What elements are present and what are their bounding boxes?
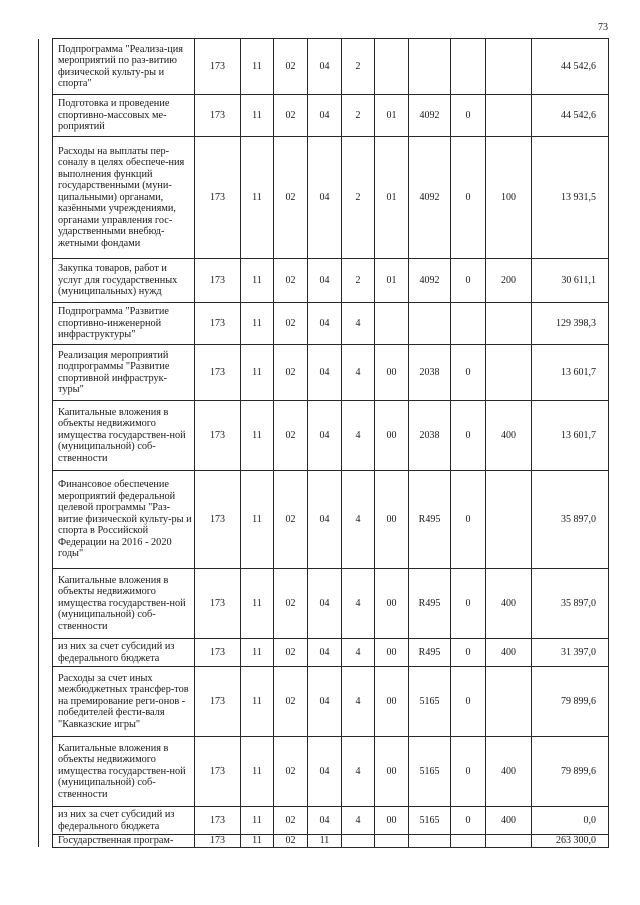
code-cell-c7: 5165 — [409, 737, 451, 807]
code-cell-c1: 173 — [195, 303, 241, 345]
code-cell-c4: 04 — [308, 807, 342, 835]
code-cell-c8: 0 — [451, 807, 486, 835]
code-cell-c8: 0 — [451, 345, 486, 401]
code-cell-c8 — [451, 835, 486, 848]
code-cell-c5: 4 — [342, 569, 375, 639]
row-name-cell: Расходы на выплаты пер-соналу в целях обеспече-ния выполнения функций государственными (муни-ципальными) органами, казёнными учреждениями, органами управления гос-ударственными внебюд-жетными фондами — [53, 137, 195, 259]
row-margin-cell — [39, 835, 53, 848]
table-row — [39, 667, 609, 737]
code-cell-c8: 0 — [451, 569, 486, 639]
code-cell-c6: 00 — [375, 667, 409, 737]
code-cell-c1: 173 — [195, 569, 241, 639]
code-cell-c5: 4 — [342, 639, 375, 667]
code-cell-c4: 04 — [308, 39, 342, 95]
code-cell-c4: 04 — [308, 303, 342, 345]
amount-cell: 13 931,5 — [532, 137, 609, 259]
row-name-cell: Закупка товаров, работ и услуг для государственных (муниципальных) нужд — [53, 259, 195, 303]
code-cell-c3: 02 — [274, 471, 308, 569]
row-name-cell: Капитальные вложения в объекты недвижимого имущества государствен-ной (муниципальной) соб-ственности — [53, 737, 195, 807]
code-cell-c7: 4092 — [409, 259, 451, 303]
code-cell-c9 — [486, 39, 532, 95]
code-cell-c6: 01 — [375, 95, 409, 137]
code-cell-c6: 00 — [375, 639, 409, 667]
code-cell-c7: 4092 — [409, 137, 451, 259]
code-cell-c1: 173 — [195, 835, 241, 848]
code-cell-c5: 4 — [342, 807, 375, 835]
code-cell-c2: 11 — [241, 569, 274, 639]
code-cell-c4: 04 — [308, 569, 342, 639]
code-cell-c8: 0 — [451, 401, 486, 471]
code-cell-c6: 00 — [375, 569, 409, 639]
code-cell-c2: 11 — [241, 807, 274, 835]
code-cell-c1: 173 — [195, 137, 241, 259]
code-cell-c3: 02 — [274, 737, 308, 807]
code-cell-c7 — [409, 303, 451, 345]
code-cell-c5: 2 — [342, 39, 375, 95]
code-cell-c2: 11 — [241, 39, 274, 95]
page-number: 73 — [598, 22, 608, 33]
row-margin-cell — [39, 39, 53, 95]
code-cell-c7: 2038 — [409, 345, 451, 401]
row-margin-cell — [39, 303, 53, 345]
amount-cell: 13 601,7 — [532, 401, 609, 471]
code-cell-c7: 5165 — [409, 667, 451, 737]
code-cell-c7: R495 — [409, 569, 451, 639]
table-row — [39, 569, 609, 639]
code-cell-c7 — [409, 39, 451, 95]
code-cell-c9 — [486, 303, 532, 345]
code-cell-c3: 02 — [274, 807, 308, 835]
code-cell-c1: 173 — [195, 345, 241, 401]
code-cell-c1: 173 — [195, 39, 241, 95]
code-cell-c3: 02 — [274, 39, 308, 95]
code-cell-c6 — [375, 303, 409, 345]
code-cell-c7 — [409, 835, 451, 848]
row-margin-cell — [39, 259, 53, 303]
code-cell-c6: 01 — [375, 137, 409, 259]
code-cell-c4: 04 — [308, 639, 342, 667]
code-cell-c2: 11 — [241, 639, 274, 667]
code-cell-c3: 02 — [274, 667, 308, 737]
row-margin-cell — [39, 95, 53, 137]
row-margin-cell — [39, 667, 53, 737]
table-row — [39, 137, 609, 259]
code-cell-c6: 00 — [375, 401, 409, 471]
code-cell-c8: 0 — [451, 639, 486, 667]
row-name-cell: Финансовое обеспечение мероприятий федеральной целевой программы "Раз-витие физической культу-ры и спорта в Российской Федерации на 2016 - 2020 годы" — [53, 471, 195, 569]
code-cell-c2: 11 — [241, 95, 274, 137]
table-row — [39, 807, 609, 835]
row-margin-cell — [39, 401, 53, 471]
code-cell-c3: 02 — [274, 137, 308, 259]
code-cell-c4: 04 — [308, 95, 342, 137]
row-name-cell: Реализация мероприятий подпрограммы "Развитие спортивной инфраструк-туры" — [53, 345, 195, 401]
table-row — [39, 259, 609, 303]
code-cell-c9 — [486, 345, 532, 401]
code-cell-c9: 400 — [486, 401, 532, 471]
amount-cell: 79 899,6 — [532, 667, 609, 737]
code-cell-c3: 02 — [274, 835, 308, 848]
row-name-cell: Капитальные вложения в объекты недвижимого имущества государствен-ной (муниципальной) соб-ственности — [53, 569, 195, 639]
code-cell-c7: 2038 — [409, 401, 451, 471]
table-row — [39, 303, 609, 345]
code-cell-c5: 2 — [342, 95, 375, 137]
table-row — [39, 737, 609, 807]
table-row — [39, 95, 609, 137]
code-cell-c9 — [486, 667, 532, 737]
code-cell-c5: 2 — [342, 137, 375, 259]
code-cell-c5 — [342, 835, 375, 848]
amount-cell: 0,0 — [532, 807, 609, 835]
amount-cell: 31 397,0 — [532, 639, 609, 667]
amount-cell: 13 601,7 — [532, 345, 609, 401]
code-cell-c5: 4 — [342, 471, 375, 569]
code-cell-c2: 11 — [241, 259, 274, 303]
code-cell-c7: R495 — [409, 639, 451, 667]
row-name-cell: из них за счет субсидий из федерального бюджета — [53, 639, 195, 667]
table-row — [39, 39, 609, 95]
row-name-cell: Подпрограмма "Развитие спортивно-инженерной инфраструктуры" — [53, 303, 195, 345]
code-cell-c5: 4 — [342, 667, 375, 737]
code-cell-c4: 04 — [308, 345, 342, 401]
row-name-cell: Расходы за счет иных межбюджетных трансфер-тов на премирование реги-онов - победителей фести-валя "Кавказские игры" — [53, 667, 195, 737]
table-row — [39, 471, 609, 569]
code-cell-c8 — [451, 39, 486, 95]
code-cell-c2: 11 — [241, 667, 274, 737]
code-cell-c4: 04 — [308, 737, 342, 807]
code-cell-c3: 02 — [274, 303, 308, 345]
row-margin-cell — [39, 137, 53, 259]
code-cell-c1: 173 — [195, 95, 241, 137]
code-cell-c5: 4 — [342, 401, 375, 471]
code-cell-c2: 11 — [241, 345, 274, 401]
code-cell-c4: 04 — [308, 471, 342, 569]
code-cell-c2: 11 — [241, 401, 274, 471]
amount-cell: 30 611,1 — [532, 259, 609, 303]
code-cell-c3: 02 — [274, 401, 308, 471]
code-cell-c3: 02 — [274, 639, 308, 667]
code-cell-c6: 00 — [375, 807, 409, 835]
row-margin-cell — [39, 569, 53, 639]
amount-cell: 44 542,6 — [532, 39, 609, 95]
code-cell-c7: 4092 — [409, 95, 451, 137]
code-cell-c3: 02 — [274, 95, 308, 137]
code-cell-c3: 02 — [274, 259, 308, 303]
code-cell-c8: 0 — [451, 137, 486, 259]
code-cell-c5: 4 — [342, 345, 375, 401]
row-name-cell: из них за счет субсидий из федерального бюджета — [53, 807, 195, 835]
code-cell-c1: 173 — [195, 807, 241, 835]
code-cell-c5: 4 — [342, 737, 375, 807]
table-row — [39, 639, 609, 667]
code-cell-c9: 400 — [486, 569, 532, 639]
code-cell-c9 — [486, 835, 532, 848]
row-name-cell: Государственная програм- — [53, 835, 195, 848]
code-cell-c9 — [486, 471, 532, 569]
code-cell-c2: 11 — [241, 835, 274, 848]
code-cell-c9: 200 — [486, 259, 532, 303]
amount-cell: 129 398,3 — [532, 303, 609, 345]
code-cell-c1: 173 — [195, 667, 241, 737]
code-cell-c1: 173 — [195, 737, 241, 807]
code-cell-c9: 400 — [486, 639, 532, 667]
code-cell-c3: 02 — [274, 569, 308, 639]
code-cell-c4: 04 — [308, 259, 342, 303]
code-cell-c1: 173 — [195, 259, 241, 303]
table-row — [39, 345, 609, 401]
table-row — [39, 835, 609, 848]
row-margin-cell — [39, 737, 53, 807]
code-cell-c2: 11 — [241, 471, 274, 569]
code-cell-c8 — [451, 303, 486, 345]
code-cell-c9 — [486, 95, 532, 137]
code-cell-c8: 0 — [451, 737, 486, 807]
code-cell-c7: R495 — [409, 471, 451, 569]
code-cell-c6: 01 — [375, 259, 409, 303]
amount-cell: 263 300,0 — [532, 835, 609, 848]
amount-cell: 35 897,0 — [532, 471, 609, 569]
row-name-cell: Капитальные вложения в объекты недвижимого имущества государствен-ной (муниципальной) соб-ственности — [53, 401, 195, 471]
code-cell-c6: 00 — [375, 737, 409, 807]
budget-table — [38, 38, 609, 848]
amount-cell: 79 899,6 — [532, 737, 609, 807]
code-cell-c8: 0 — [451, 95, 486, 137]
code-cell-c5: 2 — [342, 259, 375, 303]
table-row — [39, 401, 609, 471]
code-cell-c5: 4 — [342, 303, 375, 345]
row-name-cell: Подпрограмма "Реализа-ция мероприятий по раз-витию физической культу-ры и спорта" — [53, 39, 195, 95]
code-cell-c6 — [375, 39, 409, 95]
code-cell-c6: 00 — [375, 471, 409, 569]
code-cell-c4: 04 — [308, 667, 342, 737]
amount-cell: 35 897,0 — [532, 569, 609, 639]
code-cell-c3: 02 — [274, 345, 308, 401]
code-cell-c1: 173 — [195, 401, 241, 471]
code-cell-c9: 400 — [486, 737, 532, 807]
code-cell-c2: 11 — [241, 737, 274, 807]
code-cell-c4: 04 — [308, 137, 342, 259]
row-name-cell: Подготовка и проведение спортивно-массовых ме-роприятий — [53, 95, 195, 137]
row-margin-cell — [39, 639, 53, 667]
code-cell-c2: 11 — [241, 303, 274, 345]
code-cell-c6 — [375, 835, 409, 848]
code-cell-c1: 173 — [195, 471, 241, 569]
row-margin-cell — [39, 807, 53, 835]
code-cell-c7: 5165 — [409, 807, 451, 835]
amount-cell: 44 542,6 — [532, 95, 609, 137]
code-cell-c9: 400 — [486, 807, 532, 835]
code-cell-c8: 0 — [451, 471, 486, 569]
code-cell-c8: 0 — [451, 259, 486, 303]
code-cell-c9: 100 — [486, 137, 532, 259]
row-margin-cell — [39, 471, 53, 569]
code-cell-c4: 04 — [308, 401, 342, 471]
code-cell-c8: 0 — [451, 667, 486, 737]
code-cell-c1: 173 — [195, 639, 241, 667]
code-cell-c4: 11 — [308, 835, 342, 848]
row-margin-cell — [39, 345, 53, 401]
code-cell-c6: 00 — [375, 345, 409, 401]
code-cell-c2: 11 — [241, 137, 274, 259]
